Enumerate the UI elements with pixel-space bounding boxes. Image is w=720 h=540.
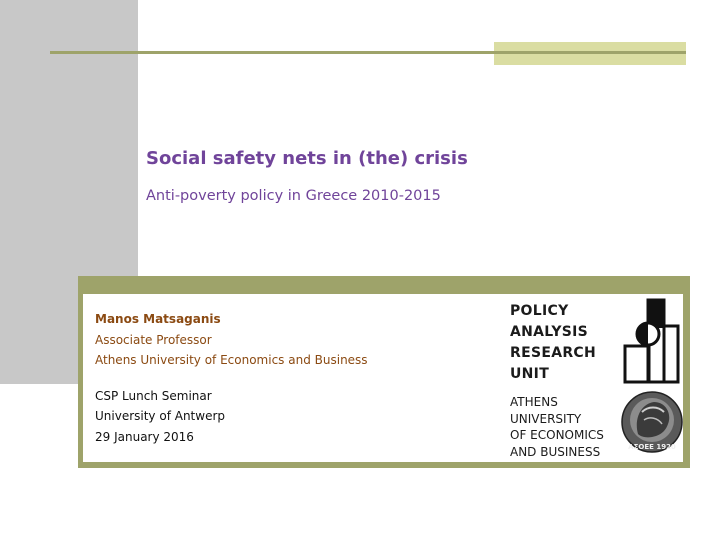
logo-bold-line: RESEARCH: [510, 345, 596, 361]
event-date: 29 January 2016: [95, 429, 194, 444]
university-seal-icon: [620, 390, 684, 454]
logo-regular-line: OF ECONOMICS: [510, 428, 604, 442]
presenter-info: [95, 309, 368, 447]
logo-bold-line: POLICY: [510, 303, 569, 319]
institution-logo-text: [510, 301, 604, 460]
presenter-name: Manos Matsaganis: [95, 312, 221, 326]
top-rule-line: [50, 51, 686, 54]
slide-title: Social safety nets in (the) crisis: [146, 148, 468, 169]
logo-regular-line: AND BUSINESS: [510, 444, 601, 459]
pru-logo-mark-icon: [622, 296, 682, 386]
slide-subtitle: Anti-poverty policy in Greece 2010-2015: [146, 188, 441, 204]
logo-regular-line: ATHENS: [510, 395, 558, 409]
svg-text:ΑΣΟΕΕ 1920: ΑΣΟΕΕ 1920: [628, 443, 676, 451]
logo-bold-line: ANALYSIS: [510, 324, 589, 340]
logo-regular-line: UNIVERSITY: [510, 411, 582, 426]
logo-bold-line: UNIT: [510, 366, 550, 382]
logo-regular-lines: [510, 394, 604, 460]
presenter-institution: Athens University of Economics and Business: [95, 353, 368, 367]
event-name: CSP Lunch Seminar: [95, 388, 212, 403]
presenter-position: Associate Professor: [95, 332, 212, 347]
event-venue: University of Antwerp: [95, 409, 225, 423]
